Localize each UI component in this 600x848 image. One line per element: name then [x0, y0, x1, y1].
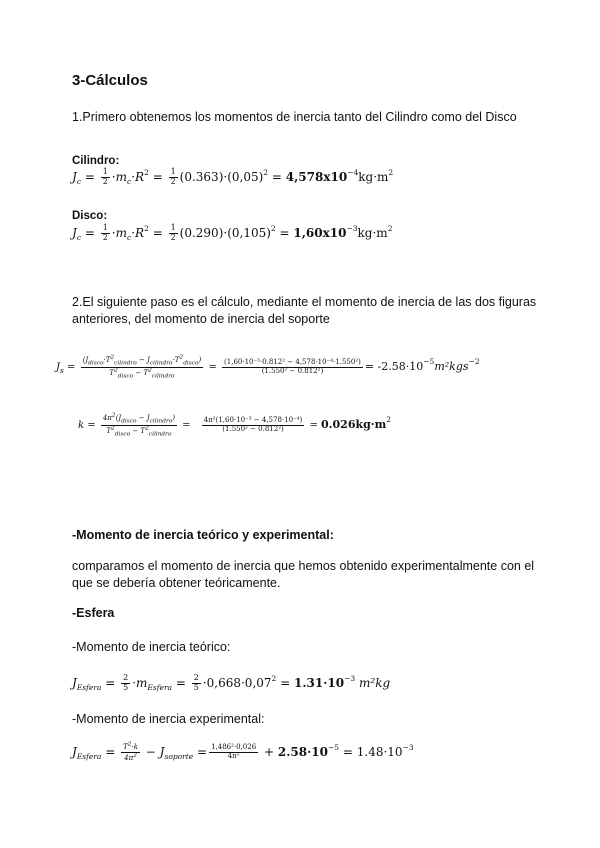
support-result-exp: −5: [423, 357, 435, 367]
support-result: = -2.58·10: [364, 360, 424, 374]
disc-exp: −3: [346, 224, 358, 233]
intro-paragraph: 1.Primero obtenemos los momentos de inercia tanto del Cilindro como del Disco: [72, 110, 517, 124]
step2-line1: 2.El siguiente paso es el cálculo, mediante el momento de inercia de las dos figuras: [72, 295, 537, 309]
experimental-result-exp: −3: [402, 743, 414, 753]
support-equation: $J_s$ = $\frac{(J_{disco}\cdot T^2_{cilindro} - J_{cilindro}\cdot T^2_{disco})}{T^2_{disco} - T^2_{cilindro}}$ = $\frac{\text{(1,60·10⁻³·0.812² − 4,578·10⁻⁴·1.550²)}}{\text{(1.550² − 0.812²)}}$ = $-2.58\cdot 10^{-5}m^2kgs^{-2}$: [56, 355, 480, 380]
support-unit-exp: −2: [468, 357, 480, 367]
disc-values: (0.290)·(0,105): [179, 226, 271, 240]
theoretical-exp: −3: [344, 674, 356, 683]
cylinder-unit: kg·m: [358, 170, 389, 184]
cylinder-values: (0.363)·(0,05): [179, 170, 264, 184]
theoretical-equation: $J_{Esfera}$ = $\frac{2}{5}$ $\cdot m_{Esfera}$ = $\frac{2}{5}$ $\cdot 0,668\cdot 0,07^2 = 1.31\cdot 10^{-3}$ m²kg: [72, 673, 391, 692]
disc-unit: kg·m: [357, 226, 388, 240]
k-equation: k = $\frac{4\pi^2(J_{disco} - J_{cilindro})}{T^2_{disco} - T^2_{cilindro}}$ = $\frac{\text{4π²(1,60·10⁻³ − 4,578·10⁻⁴)}}{\text{(1.550² − 0.812²)}}$ = $0.026kg\cdot m^2$: [78, 413, 392, 438]
theoretical-label: -Momento de inercia teórico:: [72, 640, 231, 654]
sphere-title: -Esfera: [72, 606, 115, 620]
cylinder-exp: −4: [347, 168, 359, 177]
theoretical-unit: m²kg: [359, 676, 391, 690]
experimental-plus-exp: −5: [327, 743, 340, 753]
support-numerator: (1,60·10⁻³·0.812² − 4,578·10⁻⁴·1.550²): [224, 358, 361, 367]
theoretical-result: 1.31·10: [294, 676, 345, 690]
compare-line2: que se debería obtener teóricamente.: [72, 576, 281, 590]
k-numerator: 4π²(1,60·10⁻³ − 4,578·10⁻⁴): [203, 416, 303, 425]
disc-label: Disco:: [72, 210, 108, 222]
experimental-equation: $J_{Esfera}$ = $\frac{T^2\cdot k}{4\pi^2}$ − $J_{soporte}$ = $\frac{\text{1,486²·0,026}}{\text{4π²}}$ + $2.58\cdot 10^{-5} = 1.48\cdot 10^{-3}$: [72, 742, 414, 763]
experimental-plus: 2.58·10: [277, 745, 328, 760]
cylinder-equation: $J_c$ = $\frac{1}{2}$ $\cdot m_c\cdot R^2$ = $\frac{1}{2}$ $(0.363)\cdot(0,05)^2 = 4,578x10^{-4}kg\cdot m^2$: [72, 167, 394, 186]
k-denominator: (1.550² − 0.812²): [222, 425, 284, 434]
experimental-numerator: 1,486²·0,026: [211, 743, 257, 752]
theoretical-values: 0,668·0,07: [206, 676, 272, 690]
cylinder-label: Cilindro:: [72, 155, 120, 167]
cylinder-result: 4,578x10: [285, 170, 348, 184]
disc-equation: $J_c$ = $\frac{1}{2}$ $\cdot m_c\cdot R^2$ = $\frac{1}{2}$ $(0.290)\cdot(0,105)^2 = 1,60x10^{-3}kg\cdot m^2$: [72, 223, 393, 242]
disc-result: 1,60x10: [293, 226, 347, 240]
compare-line1: comparamos el momento de inercia que hemos obtenido experimentalmente con el: [72, 559, 535, 573]
support-unit: m²kgs: [434, 360, 469, 374]
theory-title: -Momento de inercia teórico y experimental:: [72, 528, 334, 542]
k-result: 0.026kg·m: [321, 418, 387, 432]
experimental-result: = 1.48·10: [342, 745, 403, 760]
experimental-label: -Momento de inercia experimental:: [72, 712, 265, 726]
step2-line2: anteriores, del momento de inercia del soporte: [72, 312, 330, 326]
support-denominator: (1.550² − 0.812²): [261, 367, 324, 376]
experimental-denominator: 4π²: [227, 752, 240, 761]
section-title: 3-Cálculos: [72, 72, 148, 89]
